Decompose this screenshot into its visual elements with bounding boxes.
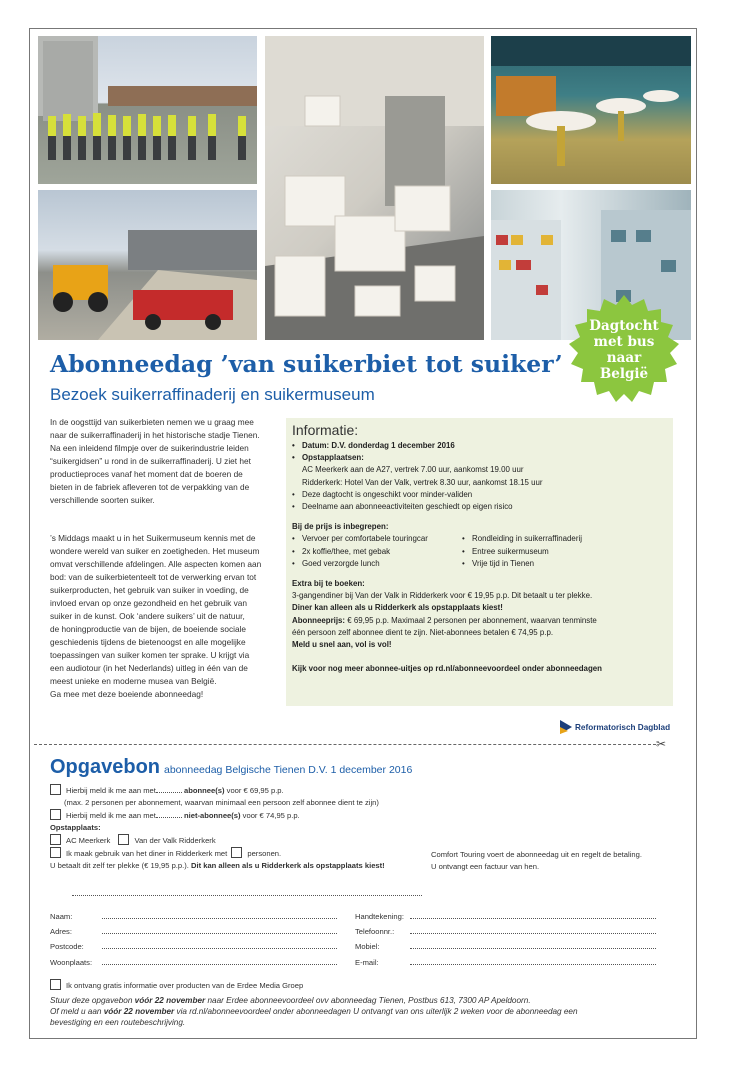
info-place: AC Meerkerk aan de A27, vertrek 7.00 uur, aankomst 19.00 uur (302, 465, 524, 475)
text-line: toepassingen van suiker komen ter sprake. U krijgt via (50, 650, 250, 660)
option-label: AC Meerkerk (66, 836, 111, 845)
city-field[interactable] (102, 956, 337, 965)
loader-and-truck-illustration (38, 190, 257, 340)
info-bullet: • Deelname aan abonneeactiviteiten geschiedt op eigen risico (292, 501, 669, 513)
signature-field[interactable] (410, 910, 656, 919)
info-content (292, 440, 669, 675)
blank-line (72, 887, 422, 899)
text-line: Na een inleidend filmpje over de suikerindustrie leiden (50, 443, 249, 453)
address-row (50, 925, 337, 937)
field-label: Postcode: (50, 942, 84, 951)
included-col (462, 533, 632, 570)
text-line: ’s Middags maakt u in het Suikermuseum kennis met de (50, 533, 256, 543)
form-title: Opgavebon (50, 756, 161, 778)
text-line: de honingproductie van de bijen, de boeiende sociale (50, 624, 247, 634)
diner-line (50, 847, 281, 859)
page-subtitle: Bezoek suikerraffinaderij en suikermuseum (50, 385, 375, 404)
text-line: meest unieke en moderne musea van België. (50, 676, 217, 686)
form-subtitle: abonneedag Belgische Tienen D.V. 1 december 2016 (164, 764, 413, 776)
full-note: Meld u snel aan, vol is vol! (292, 640, 392, 650)
form-text: Hierbij meld ik me aan met (66, 786, 156, 795)
footer-text: via rd.nl/abonneevoordeel onder abonneedagen U ontvangt van ons uiterlijk 2 weken voor de abonneedag een (174, 1007, 578, 1016)
form-text: U betaalt dit zelf ter plekke (€ 19,95 p.p.). (50, 861, 191, 870)
form-text: voor € 74,95 p.p. (240, 811, 300, 820)
form-text: personen. (247, 849, 282, 858)
badge-line: met bus (593, 334, 655, 350)
email-row (355, 956, 656, 968)
form-text-bold: abonnee(s) (184, 786, 225, 795)
info-places-label: • Opstapplaatsen: (292, 452, 669, 464)
boarding-options (50, 834, 216, 846)
mobile-field[interactable] (410, 940, 656, 949)
email-field[interactable] (410, 956, 656, 965)
info-place: Ridderkerk: Hotel Van der Valk, vertrek 8.30 uur, aankomst 18.15 uur (302, 477, 543, 487)
rd-logo-icon (560, 720, 572, 734)
text-line: omvat verschillende afdelingen. Alle aspecten komen aan (50, 559, 262, 569)
form-text-bold: niet-abonnee(s) (184, 811, 241, 820)
field-label: Naam: (50, 912, 73, 921)
extra-label: Extra bij te boeken: (292, 579, 365, 589)
blank-field[interactable] (72, 887, 422, 896)
museum-display-illustration (491, 36, 691, 184)
info-heading: Informatie: (292, 422, 359, 438)
form-text: Ik maak gebruik van het diner in Ridderkerk met (66, 849, 228, 858)
meerkerk-checkbox[interactable] (50, 834, 61, 845)
footer-text: Of meld u aan (50, 1007, 104, 1016)
footer-instructions (50, 995, 650, 1028)
sugar-cubes-illustration (265, 36, 484, 340)
rd-logo-text: Reformatorisch Dagblad (575, 722, 671, 732)
extra-text: 3-gangendiner bij Van der Valk in Ridderkerk voor € 19,95 p.p. Dit betaalt u ter plekke. (292, 591, 593, 601)
badge-line: België (599, 366, 649, 382)
included-item: • Rondleiding in suikerraffinaderij (462, 533, 632, 545)
subscriber-note: (max. 2 personen per abonnement, waarvan minimaal een persoon zelf abonnee dient te zijn) (64, 798, 379, 807)
pay-line (50, 860, 385, 871)
postcode-row (50, 940, 337, 952)
included-item: • Entree suikermuseum (462, 546, 632, 558)
footer-deadline: vóór 22 november (134, 996, 206, 1005)
non-subscriber-line (50, 809, 300, 821)
form-text: Hierbij meld ik me aan met (66, 811, 156, 820)
consent-text: Ik ontvang gratis informatie over producten van de Erdee Media Groep (66, 981, 304, 990)
extra-note: Diner kan alleen als u Ridderkerk als opstapplaats kiest! (292, 603, 503, 613)
price-label: Abonneeprijs: (292, 615, 346, 625)
text-line: bod: van de suikerbietenteelt tot de verwerking ervan tot (50, 572, 257, 582)
price-line-2: één persoon zelf abonnee dient te zijn. Niet-abonnees betalen € 74,95 p.p. (292, 627, 554, 637)
badge-text (569, 318, 679, 382)
text-line: In de oogsttijd van suikerbieten nemen we u graag mee (50, 417, 254, 427)
option-label: Van der Valk Ridderkerk (134, 836, 216, 845)
mobile-row (355, 940, 656, 952)
badge-line: Dagtocht (589, 318, 659, 334)
field-label: Adres: (50, 927, 72, 936)
group-of-visitors-illustration (38, 36, 257, 184)
text-line: bieten in de fabriek afleveren tot de verpakking van de (50, 482, 250, 492)
text-line: wondere wereld van suiker en zoetigheden. Het museum (50, 546, 260, 556)
price-line (292, 615, 669, 627)
field-label: E-mail: (355, 958, 379, 967)
text-line: verschillende soorten suiker. (50, 495, 155, 505)
phone-field[interactable] (410, 925, 656, 934)
footer-line (50, 995, 650, 1006)
text-line: naar de suikerraffinaderij in het historische stadje Tienen. (50, 430, 260, 440)
price-text: € 69,95 p.p. Maximaal 2 personen per abonnement, waarvan tenminste (345, 615, 597, 625)
text-line: invloed ervan op onze gezondheid en het gebruik van (50, 598, 247, 608)
cut-line (34, 744, 656, 745)
invoice-note: U ontvangt een factuur van hen. (431, 862, 540, 871)
footer-line (50, 1006, 650, 1017)
non-subscriber-checkbox[interactable] (50, 809, 61, 820)
name-row (50, 910, 337, 922)
footer-deadline: vóór 22 november (103, 1007, 175, 1016)
badge-line: naar (606, 350, 642, 366)
address-field[interactable] (102, 925, 337, 934)
ridderkerk-checkbox[interactable] (118, 834, 129, 845)
diner-count-box[interactable] (231, 847, 242, 858)
text-line: “suikergidsen” u rond in de suikerraffinaderij. U ziet het (50, 456, 251, 466)
page-title: Abonneedag ’van suikerbiet tot suiker’ (50, 350, 563, 378)
subscriber-count-field[interactable] (156, 784, 182, 793)
consent-row (50, 979, 303, 991)
included-item: • Vervoer per comfortabele touringcar (292, 533, 462, 545)
text-line: een audiotour (in het Nederlands) uitleg in één van de (50, 663, 248, 673)
subscriber-checkbox[interactable] (50, 784, 61, 795)
photo-loader-truck (38, 190, 257, 340)
footer-line: bevestiging en een routebeschrijving. (50, 1018, 186, 1027)
included-list (292, 533, 669, 570)
field-label: Mobiel: (355, 942, 380, 951)
included-item: • Vrije tijd in Tienen (462, 558, 632, 570)
field-label: Handtekening: (355, 912, 404, 921)
rd-logo (560, 720, 670, 734)
text-line: Ga mee met deze boeiende abonneedag! (50, 689, 204, 699)
info-bullet: • Deze dagtocht is ongeschikt voor minder-validen (292, 489, 669, 501)
footer-text: naar Erdee abonneevoordeel ovv abonneedag Tienen, Postbus 613, 7300 AP Apeldoorn. (205, 996, 531, 1005)
signature-row (355, 910, 656, 922)
field-label: Woonplaats: (50, 958, 93, 967)
touring-note: Comfort Touring voert de abonneedag uit en regelt de betaling. (431, 850, 642, 859)
scissors-icon: ✂ (656, 737, 667, 751)
subscriber-line (50, 784, 284, 796)
photo-sugar-cubes (265, 36, 484, 340)
photo-museum-cakes (491, 36, 691, 184)
consent-checkbox[interactable] (50, 979, 61, 990)
form-text: voor € 69,95 p.p. (224, 786, 284, 795)
photo-group-visit (38, 36, 257, 184)
included-label: Bij de prijs is inbegrepen: (292, 522, 389, 532)
intro-paragraph (50, 416, 276, 507)
form-text-bold: Dit kan alleen als u Ridderkerk als opstapplaats kiest! (190, 861, 385, 870)
postcode-field[interactable] (102, 940, 337, 949)
text-line: geschiedenis tijdens de bietenoogst en alle mogelijke (50, 637, 246, 647)
info-date: • Datum: D.V. donderdag 1 december 2016 (292, 440, 669, 452)
phone-row (355, 925, 656, 937)
name-field[interactable] (102, 910, 337, 919)
included-item: • Goed verzorgde lunch (292, 558, 462, 570)
museum-paragraph (50, 532, 276, 701)
city-row (50, 956, 337, 968)
more-link-text: Kijk voor nog meer abonnee-uitjes op rd.nl/abonneevoordeel onder abonneedagen (292, 664, 602, 674)
included-item: • 2x koffie/thee, met gebak (292, 546, 462, 558)
footer-text: Stuur deze opgavebon (50, 996, 135, 1005)
non-subscriber-count-field[interactable] (156, 809, 182, 818)
text-line: productieproces vanaf het moment dat de boeren de (50, 469, 243, 479)
boarding-label: Opstapplaats: (50, 823, 101, 832)
field-label: Telefoonnr.: (355, 927, 395, 936)
included-col (292, 533, 462, 570)
text-line: suikerproducten, het gebruik van suiker in voeding, de (50, 585, 249, 595)
text-line: suiker in de kunst. Ook ‘andere suikers’ uit de natuur, (50, 611, 245, 621)
diner-checkbox[interactable] (50, 847, 61, 858)
